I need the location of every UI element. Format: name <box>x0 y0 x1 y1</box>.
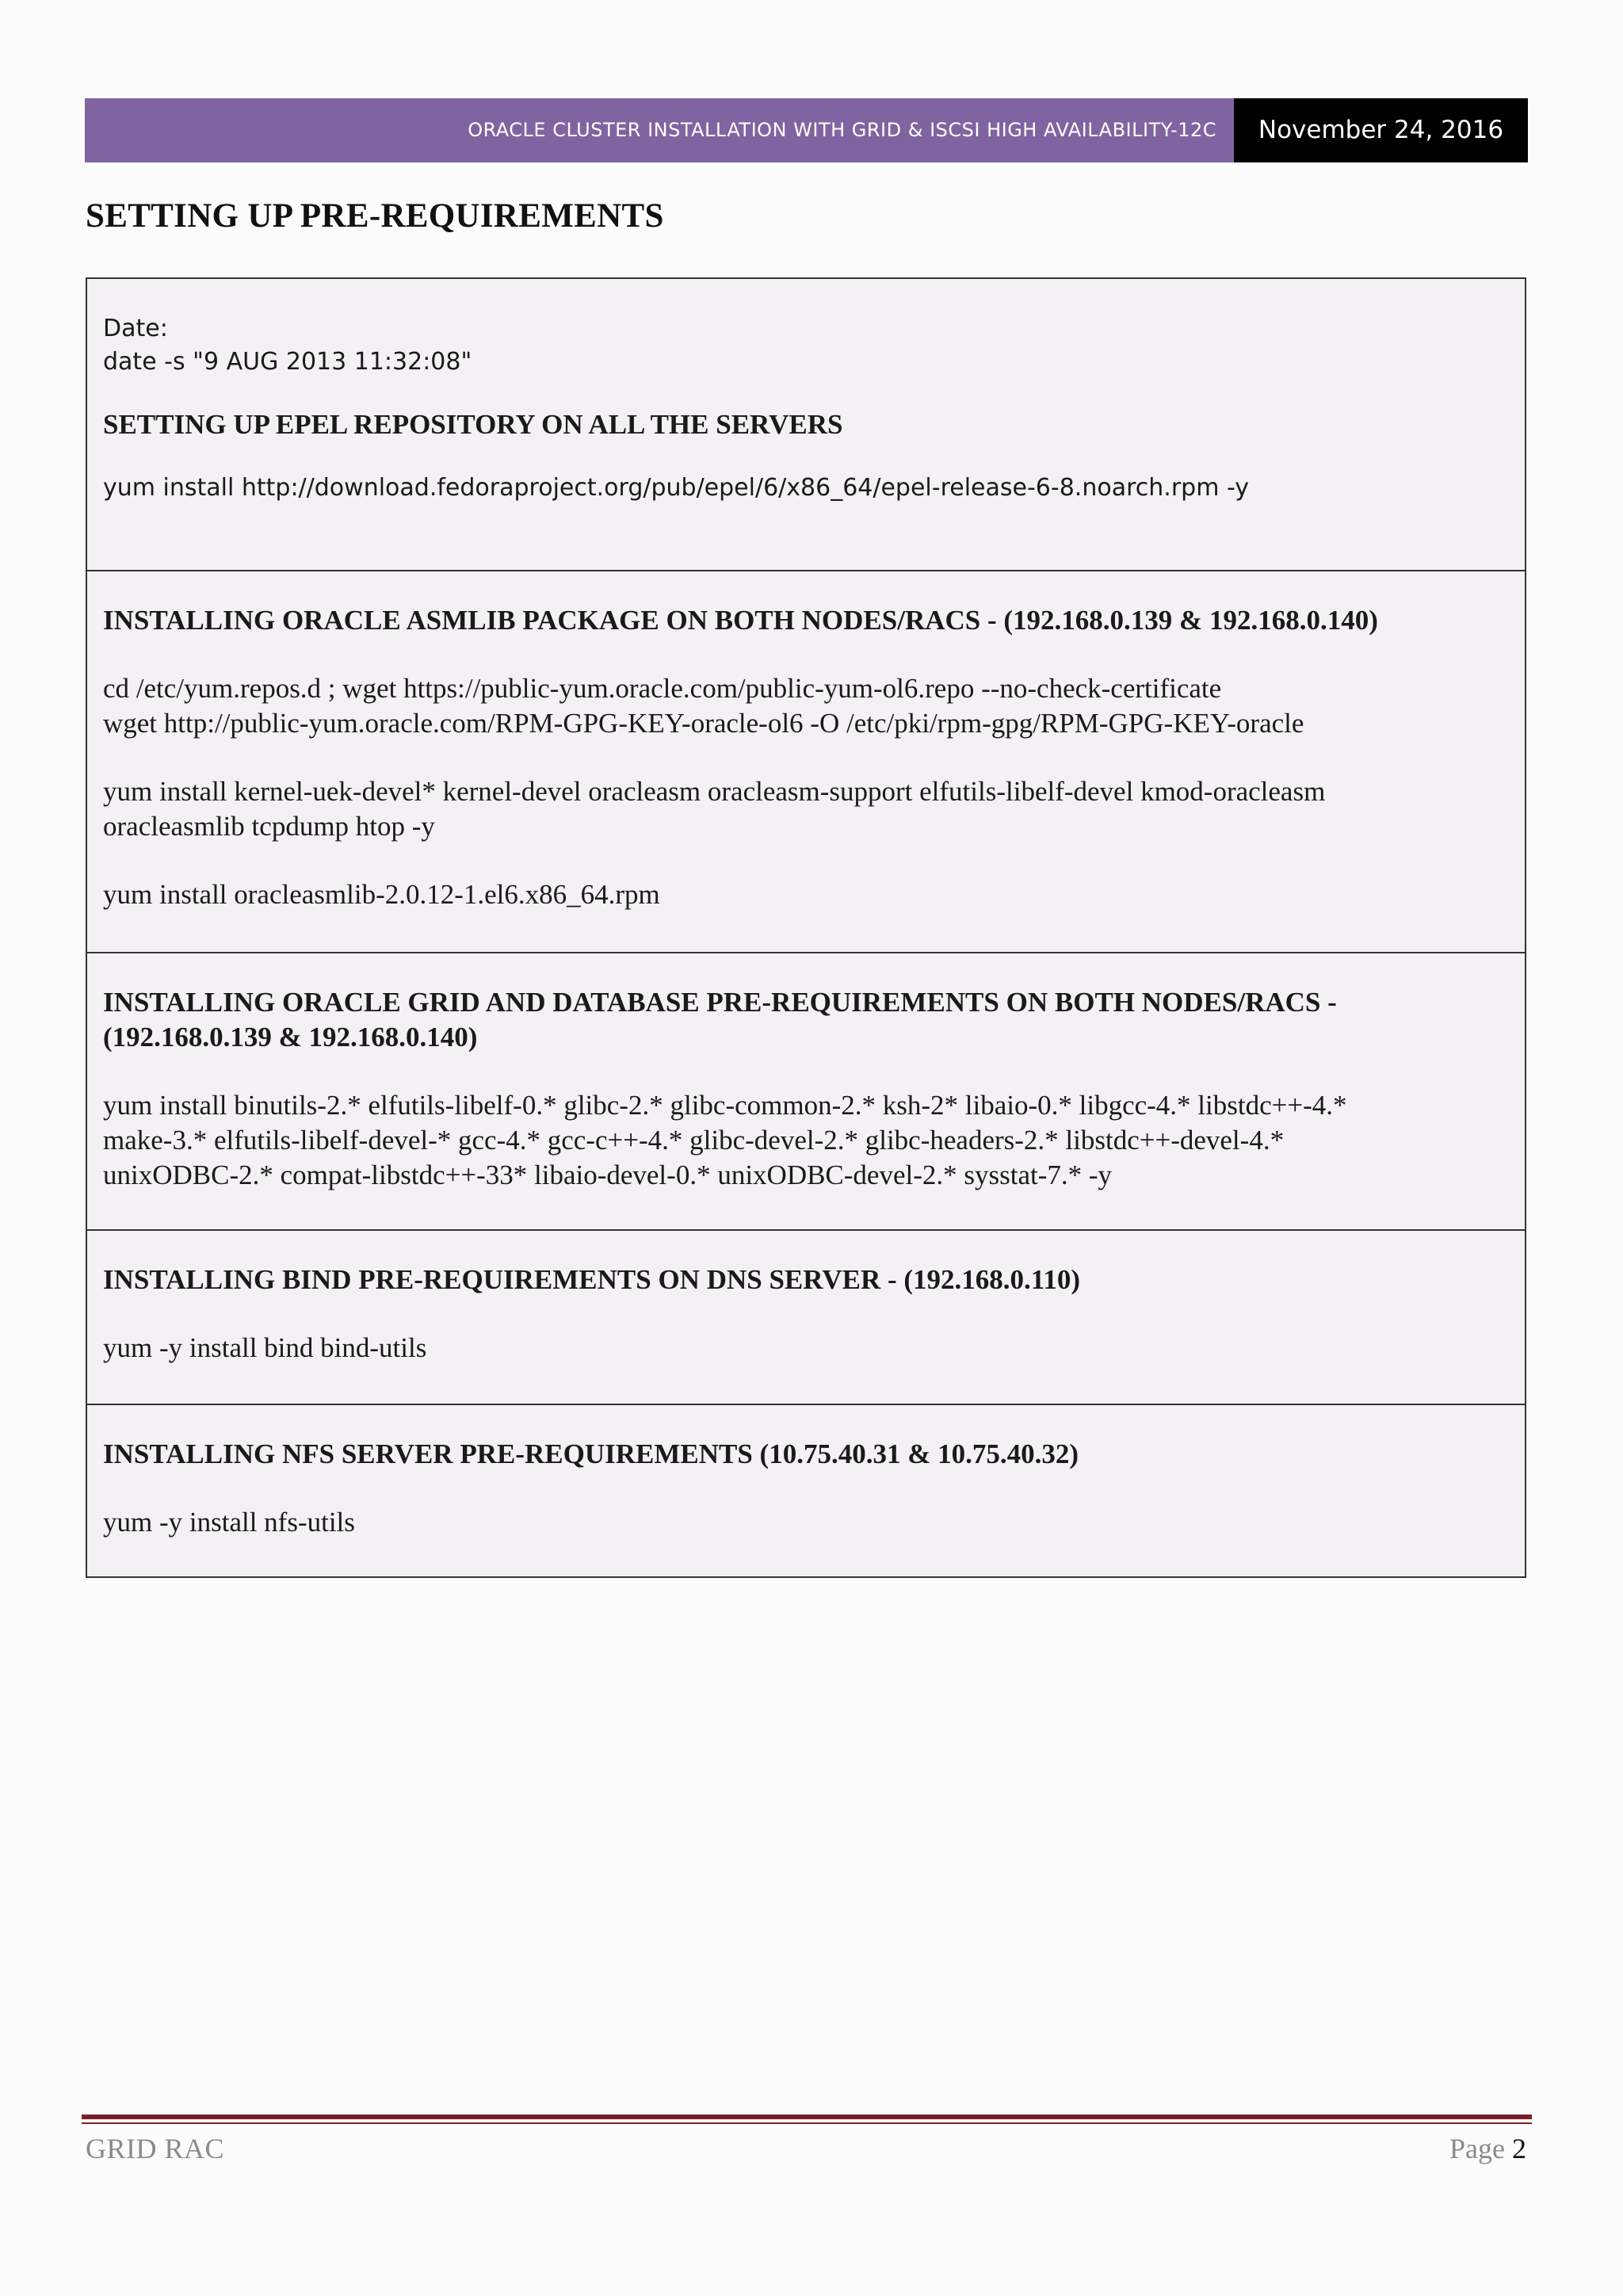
footer-divider-thin <box>82 2122 1532 2124</box>
asmlib-cmd-kernel-line2: oracleasmlib tcpdump htop -y <box>103 811 435 842</box>
asmlib-cmd-gpgkey: wget http://public-yum.oracle.com/RPM-GPG-KEY-oracle-ol6 -O /etc/pki/rpm-gpg/RPM-GPG-KEY-oracle <box>103 708 1304 739</box>
grid-heading-line2: (192.168.0.139 & 192.168.0.140) <box>103 1022 478 1052</box>
footer-page <box>1449 2132 1526 2165</box>
header-date: November 24, 2016 <box>1234 98 1528 162</box>
asmlib-cmd-rpm: yum install oracleasmlib-2.0.12-1.el6.x86_64.rpm <box>103 879 660 910</box>
bind-heading: INSTALLING BIND PRE-REQUIREMENTS ON DNS SERVER - (192.168.0.110) <box>103 1264 1080 1295</box>
step-grid-database <box>87 953 1525 1231</box>
step-asmlib-package <box>87 571 1525 953</box>
asmlib-cmd-repo: cd /etc/yum.repos.d ; wget https://public-yum.oracle.com/public-yum-ol6.repo --no-check-certificate <box>103 673 1222 704</box>
footer-divider <box>82 2115 1532 2119</box>
step-epel-repository <box>87 279 1525 571</box>
grid-heading-line1: INSTALLING ORACLE GRID AND DATABASE PRE-REQUIREMENTS ON BOTH NODES/RACS - <box>103 987 1337 1018</box>
header-banner <box>85 98 1234 162</box>
nfs-heading: INSTALLING NFS SERVER PRE-REQUIREMENTS (10.75.40.31 & 10.75.40.32) <box>103 1438 1079 1469</box>
asmlib-heading: INSTALLING ORACLE ASMLIB PACKAGE ON BOTH NODES/RACS - (192.168.0.139 & 192.168.0.140) <box>103 605 1378 636</box>
footer-page-number: 2 <box>1512 2133 1526 2164</box>
page-title: SETTING UP PRE-REQUIREMENTS <box>86 197 664 235</box>
epel-heading: SETTING UP EPEL REPOSITORY ON ALL THE SERVERS <box>103 409 843 440</box>
asmlib-cmd-kernel-line1: yum install kernel-uek-devel* kernel-devel oracleasm oracleasm-support elfutils-libelf-devel kmod-oracleasm <box>103 776 1326 807</box>
step-nfs-server <box>87 1405 1525 1576</box>
date-label: Date: <box>103 315 168 342</box>
step-bind-dns <box>87 1231 1525 1405</box>
steps-table <box>86 277 1526 1578</box>
grid-cmd-line2: make-3.* elfutils-libelf-devel-* gcc-4.* gcc-c++-4.* glibc-devel-2.* glibc-headers-2.* libstdc++-devel-4.* <box>103 1125 1285 1156</box>
grid-cmd-line1: yum install binutils-2.* elfutils-libelf-0.* glibc-2.* glibc-common-2.* ksh-2* libaio-0.* libgcc-4.* libstdc++-4.* <box>103 1090 1347 1121</box>
footer-page-label: Page <box>1449 2133 1505 2164</box>
footer-doc-name: GRID RAC <box>86 2133 225 2164</box>
nfs-command: yum -y install nfs-utils <box>103 1507 355 1538</box>
grid-cmd-line3: unixODBC-2.* compat-libstdc++-33* libaio-devel-0.* unixODBC-devel-2.* sysstat-7.* -y <box>103 1159 1113 1190</box>
epel-command: yum install http://download.fedoraproject.org/pub/epel/6/x86_64/epel-release-6-8.noarch.rpm -y <box>103 474 1250 502</box>
date-command: date -s "9 AUG 2013 11:32:08" <box>103 348 472 376</box>
bind-command: yum -y install bind bind-utils <box>103 1332 427 1363</box>
header-title: ORACLE CLUSTER INSTALLATION WITH GRID & ISCSI HIGH AVAILABILITY-12C <box>468 119 1216 141</box>
